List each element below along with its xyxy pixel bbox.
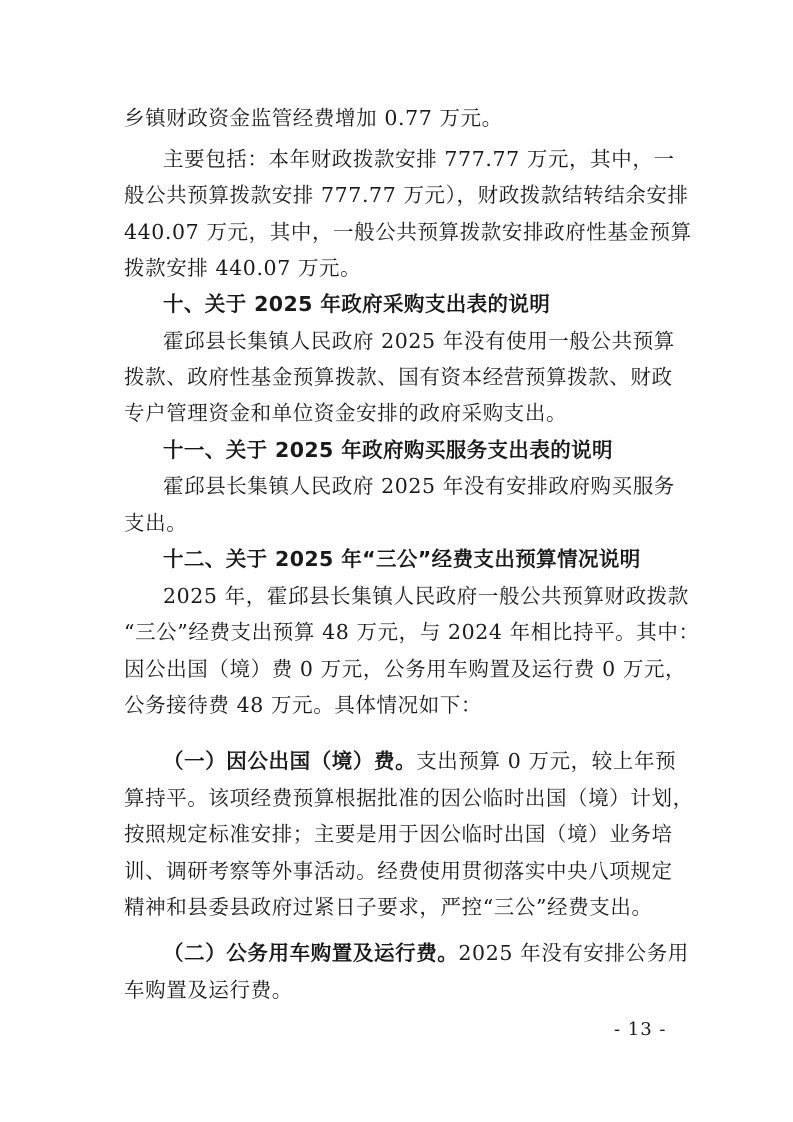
body-line: 精神和县委县政府过紧日子要求，严控“三公”经费支出。 bbox=[124, 895, 653, 919]
body-line: 霍邱县长集镇人民政府 2025 年没有使用一般公共预算 bbox=[163, 329, 675, 353]
body-line: 车购置及运行费。 bbox=[124, 978, 293, 1002]
body-line: 乡镇财政资金监管经费增加 0.77 万元。 bbox=[124, 106, 503, 130]
body-line: 公务接待费 48 万元。具体情况如下： bbox=[124, 693, 483, 717]
section-heading: 十一、关于 2025 年政府购买服务支出表的说明 bbox=[163, 438, 613, 462]
body-line: 算持平。该项经费预算根据批准的因公临时出国（境）计划， bbox=[124, 786, 694, 810]
section-heading: 十二、关于 2025 年“三公”经费支出预算情况说明 bbox=[163, 547, 641, 571]
body-line: “三公”经费支出预算 48 万元，与 2024 年相比持平。其中： bbox=[124, 620, 700, 644]
body-line: 霍邱县长集镇人民政府 2025 年没有安排政府购买服务 bbox=[163, 474, 675, 498]
body-line: 440.07 万元，其中，一般公共预算拨款安排政府性基金预算 bbox=[124, 220, 692, 244]
body-line: 般公共预算拨款安排 777.77 万元），财政拨款结转结余安排 bbox=[124, 183, 689, 207]
subsection-text: 支出预算 0 万元，较上年预 bbox=[416, 749, 677, 773]
subsection-line bbox=[163, 749, 684, 773]
body-line: 训、调研考察等外事活动。经费使用贯彻落实中央八项规定 bbox=[124, 859, 673, 883]
body-line: 2025 年，霍邱县长集镇人民政府一般公共预算财政拨款 bbox=[163, 584, 689, 608]
subsection-line bbox=[163, 941, 689, 965]
body-line: 拨款安排 440.07 万元。 bbox=[124, 256, 362, 280]
subsection-title: （一）因公出国（境）费。 bbox=[163, 749, 417, 773]
body-line: 因公出国（境）费 0 万元，公务用车购置及运行费 0 万元， bbox=[124, 657, 687, 681]
page-number: - 13 - bbox=[614, 1019, 667, 1040]
body-line: 主要包括：本年财政拨款安排 777.77 万元，其中，一 bbox=[163, 147, 675, 171]
body-line: 拨款、政府性基金预算拨款、国有资本经营预算拨款、财政 bbox=[124, 365, 673, 389]
subsection-title: （二）公务用车购置及运行费。 bbox=[163, 941, 459, 965]
body-line: 专户管理资金和单位资金安排的政府采购支出。 bbox=[124, 401, 568, 425]
body-line: 支出。 bbox=[124, 511, 188, 535]
body-line: 按照规定标准安排；主要是用于因公临时出国（境）业务培 bbox=[124, 822, 673, 846]
subsection-text: 2025 年没有安排公务用 bbox=[458, 941, 689, 965]
section-heading: 十、关于 2025 年政府采购支出表的说明 bbox=[163, 292, 551, 316]
